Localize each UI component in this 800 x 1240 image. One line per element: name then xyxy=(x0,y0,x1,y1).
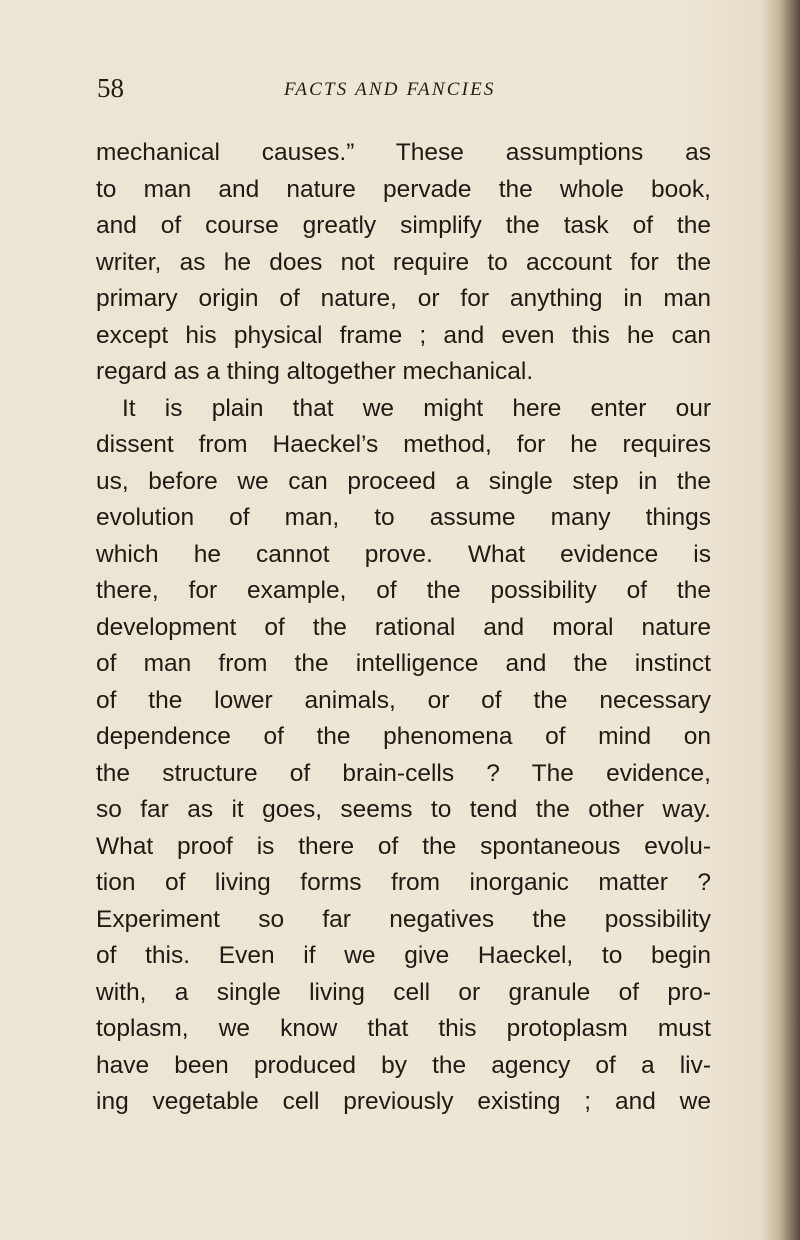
text-line: It is plain that we might here enter our xyxy=(122,394,711,422)
text-line: regard as a thing altogether mechanical. xyxy=(96,358,534,385)
text-line: ing vegetable cell previously existing ; and we xyxy=(96,1088,711,1115)
text-line: to man and nature pervade the whole book, xyxy=(96,175,711,203)
text-line: except his physical frame ; and even this he can xyxy=(96,321,711,349)
text-line: primary origin of nature, or for anything in man xyxy=(96,285,711,312)
text-line: mechanical causes.” These assumptions as xyxy=(96,139,711,166)
page-number: 58 xyxy=(97,73,124,103)
running-head: FACTS AND FANCIES xyxy=(284,79,496,100)
text-line: the structure of brain-cells ? The evidence, xyxy=(96,759,711,787)
text-line: tion of living forms from inorganic matter ? xyxy=(96,869,711,896)
text-line: which he cannot prove. What evidence is xyxy=(96,540,711,568)
text-line: Experiment so far negatives the possibility xyxy=(96,905,711,933)
text-line: have been produced by the agency of a liv- xyxy=(96,1051,711,1079)
text-line: with, a single living cell or granule of pro- xyxy=(96,978,711,1006)
text-line: of man from the intelligence and the instinct xyxy=(96,650,711,677)
text-line: there, for example, of the possibility of the xyxy=(96,577,711,604)
text-line: What proof is there of the spontaneous evolu- xyxy=(96,832,711,860)
text-line: writer, as he does not require to account for the xyxy=(96,248,711,276)
body-text xyxy=(96,135,711,1121)
text-line: toplasm, we know that this protoplasm must xyxy=(96,1015,711,1042)
text-line: dependence of the phenomena of mind on xyxy=(96,723,711,750)
text-line: of the lower animals, or of the necessary xyxy=(96,686,711,714)
text-line: and of course greatly simplify the task of the xyxy=(96,212,711,239)
text-line: evolution of man, to assume many things xyxy=(96,504,711,531)
text-line: so far as it goes, seems to tend the other way. xyxy=(96,796,711,823)
text-line: development of the rational and moral nature xyxy=(96,613,711,641)
page-edge-shadow xyxy=(762,0,800,1240)
text-line: dissent from Haeckel’s method, for he requires xyxy=(96,431,711,458)
text-line: us, before we can proceed a single step in the xyxy=(96,467,711,495)
text-line: of this. Even if we give Haeckel, to begin xyxy=(96,942,711,969)
